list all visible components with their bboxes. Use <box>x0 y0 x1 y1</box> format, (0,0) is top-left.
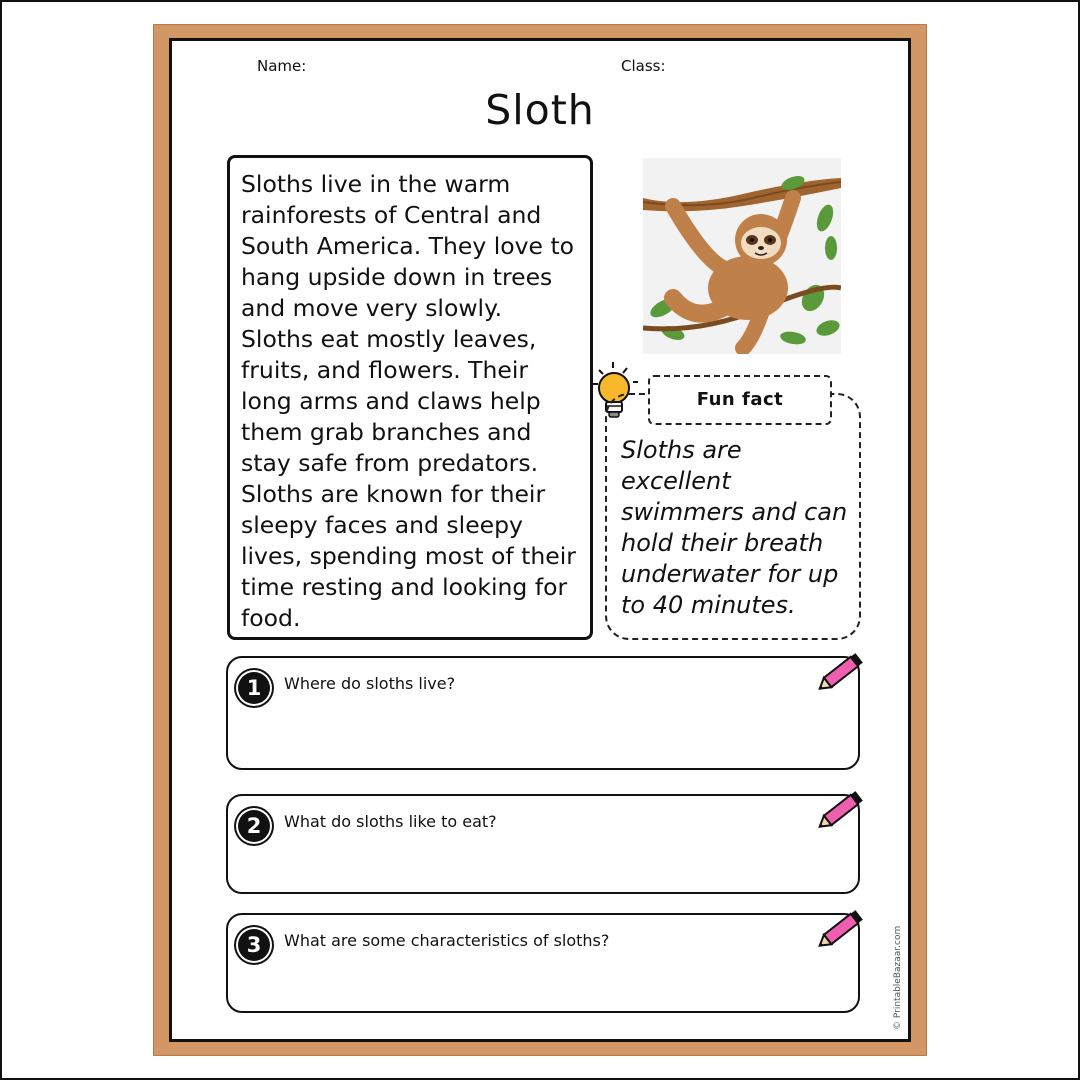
question-number-2: 2 <box>238 810 270 842</box>
pencil-icon <box>814 905 868 953</box>
question-number-3: 3 <box>238 929 270 961</box>
question-text-3: What are some characteristics of sloths? <box>284 931 610 950</box>
watermark: © PrintableBazaar.com <box>893 925 903 1030</box>
page-title: Sloth <box>485 86 595 134</box>
fun-fact-label: Fun fact <box>648 375 832 425</box>
class-label: Class: <box>621 57 666 75</box>
pencil-icon <box>814 648 868 696</box>
question-text-2: What do sloths like to eat? <box>284 812 497 831</box>
pencil-icon <box>814 786 868 834</box>
reading-passage-box <box>227 155 593 640</box>
question-text-1: Where do sloths live? <box>284 674 456 693</box>
question-box-3[interactable] <box>226 913 860 1013</box>
question-box-1[interactable] <box>226 656 860 770</box>
reading-passage: Sloths live in the warm rainforests of Central and South America. They love to hang upside down in trees and move very slowly. Sloths eat mostly leaves, fruits, and flowers. Their long arms and claws help them grab branches and stay safe from predators. Sloths are known for their sleepy faces and sleepy lives, spending most of their time resting and looking for food. <box>241 170 576 632</box>
question-number-1: 1 <box>238 672 270 704</box>
fun-fact-text: Sloths are excellent swimmers and can hold their breath underwater for up to 40 minutes. <box>621 436 848 619</box>
fun-fact-box <box>605 393 861 640</box>
name-label: Name: <box>257 57 307 75</box>
question-box-2[interactable] <box>226 794 860 894</box>
sloth-hanging-illustration <box>643 158 841 354</box>
